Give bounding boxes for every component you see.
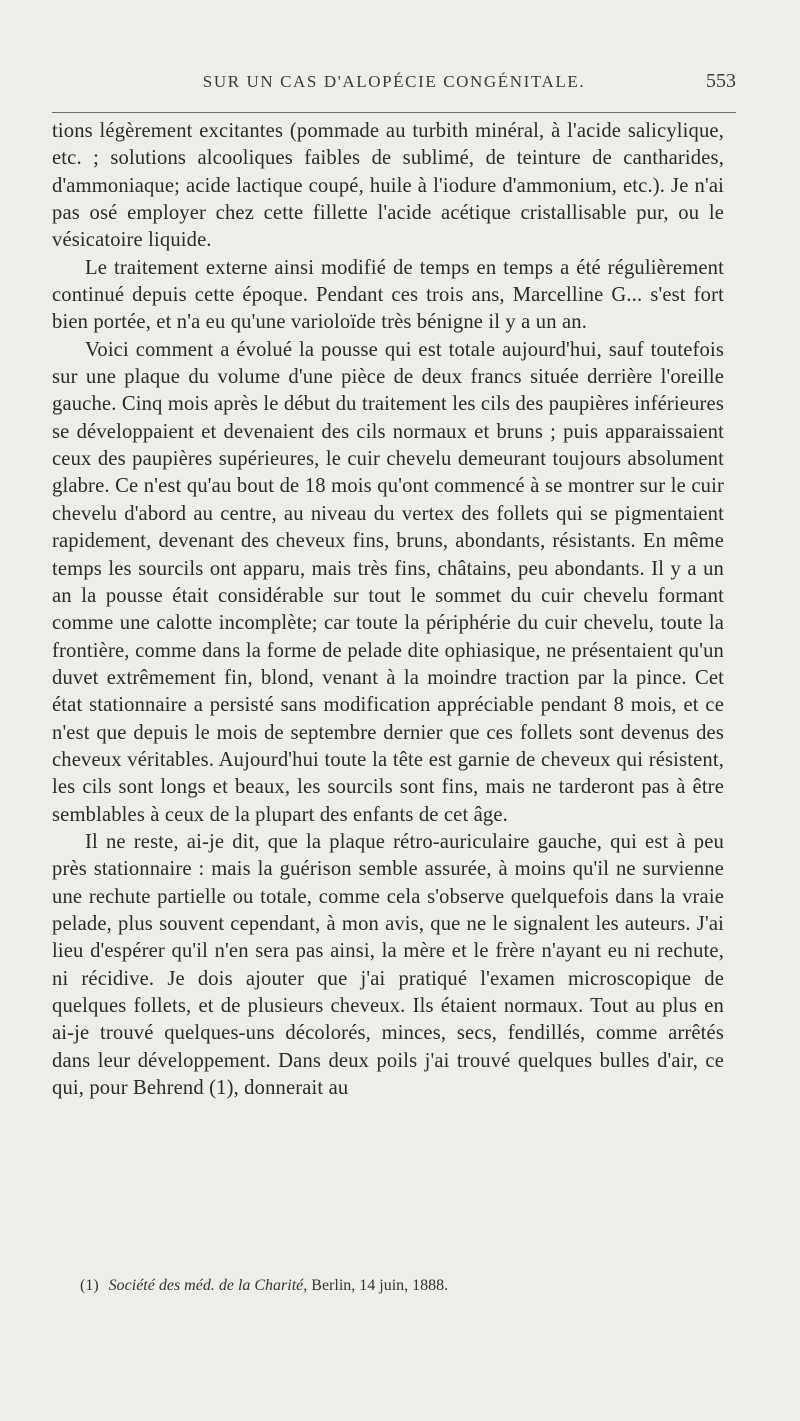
paragraph-4: Il ne reste, ai-je dit, que la plaque rétro-auriculaire gauche, qui est à peu près stationnaire : mais la guérison semble assurée, à moins qu'il ne survienne une rechute partielle ou totale, comme cela s'observe quelquefois dans la vraie pelade, plus souvent cependant, à mon avis, que ne le signalent les auteurs. J'ai lieu d'espérer qu'il n'en sera pas ainsi, la mère et le frère n'ayant eu ni rechute, ni récidive. Je dois ajouter que j'ai pratiqué l'examen microscopique de quelques follets, et de plusieurs cheveux. Ils étaient normaux. Tout au plus en ai-je trouvé quelques-uns décolorés, minces, secs, fendillés, comme arrêtés dans leur développement. Dans deux poils j'ai trouvé quelques bulles d'air, ce qui, pour Behrend (1), donnerait au bbox=[52, 830, 724, 1100]
footnote-source: Société des méd. de la Charité, bbox=[108, 1277, 308, 1294]
running-title: SUR UN CAS D'ALOPÉCIE CONGÉNITALE. bbox=[202, 72, 586, 91]
header-rule bbox=[52, 112, 736, 113]
paragraph-2: Le traitement externe ainsi modifié de temps en temps a été régulièrement continué depuis cette époque. Pendant ces trois ans, Marcelline G... s'est fort bien portée, et n'a eu qu'une varioloïde très bénigne il y a un an. bbox=[52, 256, 724, 334]
footnote bbox=[80, 1276, 720, 1296]
footnote-details: Berlin, 14 juin, 1888. bbox=[311, 1277, 449, 1294]
paragraph-3: Voici comment a évolué la pousse qui est totale aujourd'hui, sauf toutefois sur une plaque du volume d'une pièce de deux francs située derrière l'oreille gauche. Cinq mois après le début du traitement les cils des paupières inférieures se développaient et devenaient des cils normaux et bruns ; puis apparaissaient ceux des paupières supérieures, le cuir chevelu demeurant toujours absolument glabre. Ce n'est qu'au bout de 18 mois qu'ont commencé à se montrer sur le cuir chevelu d'abord au centre, au niveau du vertex des follets qui se pigmentaient rapidement, devenant des cheveux fins, bruns, abondants, résistants. En même temps les sourcils ont apparu, mais très fins, châtains, peu abondants. Il y a un an la pousse était considérable sur tout le sommet du cuir chevelu formant comme une calotte incomplète; car toute la périphérie du cuir chevelu, toute la frontière, comme dans la forme de pelade dite ophiasique, ne présentaient qu'un duvet extrêmement fin, blond, venant à la moindre traction par la pince. Cet état stationnaire a persisté sans modification appréciable pendant 8 mois, et ce n'est que depuis le mois de septembre dernier que ces follets sont devenus des cheveux véritables. Aujourd'hui toute la tête est garnie de cheveux qui résistent, les cils sont longs et beaux, les sourcils sont fins, mais ne tarderont pas à être semblables à ceux de la plupart des enfants de cet âge. bbox=[52, 338, 724, 826]
page-number: 553 bbox=[706, 70, 736, 92]
paragraph-1: tions légèrement excitantes (pommade au turbith minéral, à l'acide salicylique, etc. ; solutions alcooliques faibles de sublimé, de teinture de cantharides, d'ammoniaque; acide lactique coupé, huile à l'iodure d'ammonium, etc.). Je n'ai pas osé employer chez cette fillette l'acide acétique cristallisable pur, ou le vésicatoire liquide. bbox=[52, 120, 724, 252]
running-head bbox=[52, 68, 736, 96]
body-text bbox=[52, 118, 724, 1102]
footnote-mark: (1) bbox=[80, 1277, 99, 1294]
